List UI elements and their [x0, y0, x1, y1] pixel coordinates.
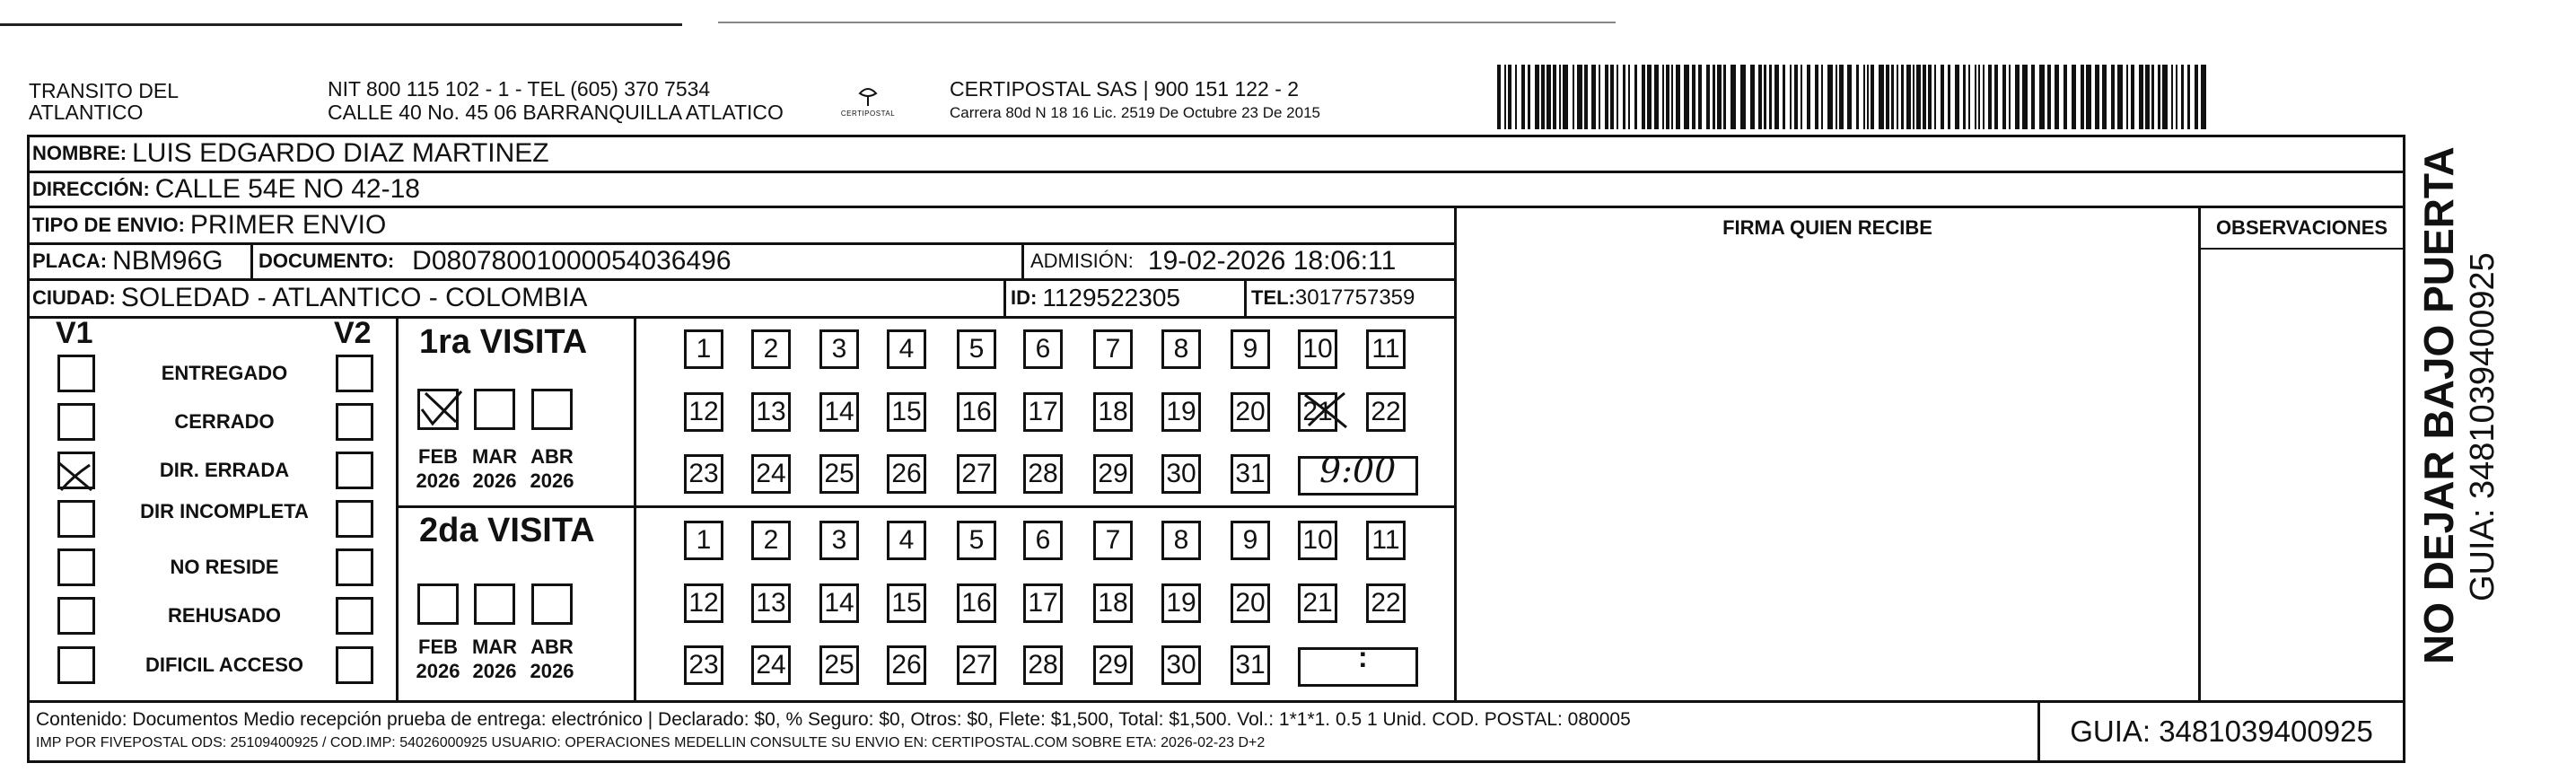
second-visit-day-box[interactable]: 18	[1093, 583, 1133, 623]
second-visit-day-box[interactable]: 14	[819, 583, 859, 623]
month-year: 2026	[472, 469, 517, 492]
v2-checkbox[interactable]	[336, 500, 373, 538]
first-visit-day-box[interactable]: 2	[751, 329, 791, 369]
documento-cell	[258, 244, 732, 278]
ciudad-value: SOLEDAD - ATLANTICO - COLOMBIA	[120, 283, 588, 312]
first-visit-day-box[interactable]: 1	[684, 329, 723, 369]
month-name: FEB	[418, 445, 458, 468]
v1-checkbox[interactable]	[57, 646, 95, 684]
observaciones-header: OBSERVACIONES	[2215, 216, 2388, 239]
status-label: NO RESIDE	[170, 556, 279, 578]
table-border	[396, 505, 1456, 508]
nombre-row	[32, 136, 549, 171]
second-visit-day-box[interactable]: 8	[1161, 521, 1201, 560]
month-year: 2026	[530, 469, 574, 492]
direccion-label: DIRECCIÓN:	[32, 177, 150, 200]
placa-label: PLACA:	[32, 250, 108, 272]
second-visit-month-checkbox[interactable]	[474, 583, 515, 625]
month-year: 2026	[416, 660, 460, 682]
first-visit-day-box[interactable]: 10	[1298, 329, 1337, 369]
month-name: MAR	[471, 636, 518, 658]
status-label: REHUSADO	[168, 604, 281, 627]
first-visit-day-box[interactable]: 9	[1231, 329, 1270, 369]
first-visit-time-handwritten: 9:00	[1319, 451, 1397, 490]
first-visit-day-box[interactable]: 27	[957, 454, 996, 494]
v1-checkbox[interactable]	[57, 403, 95, 441]
second-visit-day-box[interactable]: 20	[1231, 583, 1270, 623]
id-cell	[1011, 280, 1180, 316]
tipo-envio-row	[32, 208, 386, 242]
second-visit-day-box[interactable]: 21	[1298, 583, 1337, 623]
courier-address: Carrera 80d N 18 16 Lic. 2519 De Octubre 23 De 2015	[950, 104, 1320, 121]
second-visit-day-box[interactable]: 3	[819, 521, 859, 560]
month-name: MAR	[471, 445, 518, 468]
table-border	[27, 135, 30, 763]
month-label	[413, 635, 463, 683]
v1-checkbox[interactable]	[57, 355, 95, 392]
first-visit-month-checkbox[interactable]	[531, 389, 573, 430]
second-visit-day-box[interactable]: 4	[887, 521, 926, 560]
documento-value: D08078001000054036496	[412, 246, 732, 276]
second-visit-day-box[interactable]: 29	[1093, 645, 1133, 685]
admision-label: ADMISIÓN:	[1030, 250, 1134, 272]
ciudad-label: CIUDAD:	[32, 286, 116, 309]
first-visit-day-box[interactable]: 4	[887, 329, 926, 369]
footer-guia: GUIA: 3481039400925	[2070, 715, 2373, 748]
feb-check-mark	[416, 386, 467, 429]
no-dejar-bajo-puerta: NO DEJAR BAJO PUERTA	[2415, 146, 2462, 664]
placa-cell	[32, 244, 223, 278]
firma-header: FIRMA QUIEN RECIBE	[1722, 216, 1932, 239]
first-visit-day-box[interactable]: 6	[1023, 329, 1063, 369]
v1-label: V1	[56, 316, 93, 350]
second-visit-day-box[interactable]: 26	[887, 645, 926, 685]
second-visit-day-box[interactable]: 9	[1231, 521, 1270, 560]
ciudad-cell	[32, 280, 587, 316]
second-visit-day-box[interactable]: 27	[957, 645, 996, 685]
v1-checkbox[interactable]	[57, 500, 95, 538]
second-visit-day-box[interactable]: 25	[819, 645, 859, 685]
first-visit-day-box[interactable]: 18	[1093, 392, 1133, 432]
footer-contents: Contenido: Documentos Medio recepción prueba de entrega: electrónico | Declarado: $0, % Seguro: $0, Otros: $0, Flete: $1,500, Total: $1,500. Vol.: 1*1*1. 0.5 1 Unid. COD. POSTAL: 080005	[36, 709, 1631, 730]
month-label	[527, 635, 577, 683]
tel-cell	[1251, 280, 1415, 316]
agency-nit: NIT 800 115 102 - 1 - TEL (605) 370 7534	[328, 77, 711, 101]
first-visit-day-box[interactable]: 22	[1366, 392, 1406, 432]
month-label	[469, 444, 520, 493]
barcode	[1497, 65, 2215, 129]
second-visit-day-box[interactable]: 16	[957, 583, 996, 623]
table-border	[2198, 206, 2201, 702]
table-border	[1003, 278, 1006, 316]
month-name: FEB	[418, 636, 458, 658]
month-label	[469, 635, 520, 683]
second-visit-day-box[interactable]: 31	[1231, 645, 1270, 685]
id-label: ID:	[1011, 286, 1038, 309]
agency-name: TRANSITO DEL ATLANTICO	[29, 79, 179, 124]
table-border	[27, 316, 1456, 319]
admision-cell	[1030, 244, 1396, 278]
second-visit-month-checkbox[interactable]	[417, 583, 459, 625]
second-visit-time-placeholder: :	[1358, 641, 1368, 673]
nombre-value: LUIS EDGARDO DIAZ MARTINEZ	[132, 138, 549, 168]
first-visit-day-box[interactable]: 17	[1023, 392, 1063, 432]
first-visit-day-box[interactable]: 11	[1366, 329, 1406, 369]
v1-check-mark	[54, 456, 99, 497]
nombre-label: NOMBRE:	[32, 142, 127, 164]
courier-name: CERTIPOSTAL SAS | 900 151 122 - 2	[950, 77, 1300, 101]
scan-edge-line	[0, 23, 682, 26]
tel-label: TEL:	[1251, 286, 1295, 309]
placa-value: NBM96G	[112, 246, 223, 276]
month-year: 2026	[530, 660, 574, 682]
second-visit-day-box[interactable]: 13	[751, 583, 791, 623]
first-visit-day-box[interactable]: 3	[819, 329, 859, 369]
table-border	[1454, 206, 1457, 702]
tel-value: 3017757359	[1294, 285, 1415, 310]
v2-checkbox[interactable]	[336, 646, 373, 684]
v2-label: V2	[334, 316, 372, 350]
second-visit-day-box[interactable]: 2	[751, 521, 791, 560]
first-visit-month-checkbox[interactable]	[474, 389, 515, 430]
second-visit-day-box[interactable]: 17	[1023, 583, 1063, 623]
second-visit-day-box[interactable]: 30	[1161, 645, 1201, 685]
first-visit-title: 1ra VISITA	[419, 323, 588, 361]
first-visit-day-box[interactable]: 14	[819, 392, 859, 432]
first-visit-day-box[interactable]: 19	[1161, 392, 1201, 432]
second-visit-day-box[interactable]: 19	[1161, 583, 1201, 623]
direccion-row	[32, 172, 420, 206]
second-visit-title: 2da VISITA	[419, 512, 595, 549]
v2-checkbox[interactable]	[336, 597, 373, 635]
first-visit-day-box[interactable]: 26	[887, 454, 926, 494]
observaciones-header-line	[2198, 248, 2403, 250]
first-visit-day-box[interactable]: 21	[1298, 392, 1337, 432]
first-visit-day-box[interactable]: 13	[751, 392, 791, 432]
second-visit-day-box[interactable]: 15	[887, 583, 926, 623]
second-visit-day-box[interactable]: 24	[751, 645, 791, 685]
table-border	[634, 316, 636, 702]
table-border	[1021, 242, 1024, 280]
logo-text: CERTIPOSTAL	[840, 110, 896, 118]
second-visit-day-box[interactable]: 12	[684, 583, 723, 623]
status-label: DIFICIL ACCESO	[145, 654, 303, 676]
second-visit-month-checkbox[interactable]	[531, 583, 573, 625]
month-label	[413, 444, 463, 493]
first-visit-day-box[interactable]: 31	[1231, 454, 1270, 494]
table-border	[27, 760, 2405, 763]
second-visit-day-box[interactable]: 6	[1023, 521, 1063, 560]
month-name: ABR	[530, 636, 574, 658]
second-visit-day-box[interactable]: 1	[684, 521, 723, 560]
first-visit-day-box[interactable]: 8	[1161, 329, 1201, 369]
table-border	[2403, 135, 2405, 763]
agency-address: CALLE 40 No. 45 06 BARRANQUILLA ATLATICO	[328, 101, 784, 124]
table-border	[396, 316, 399, 702]
first-visit-day-box[interactable]: 20	[1231, 392, 1270, 432]
status-label: ENTREGADO	[161, 362, 288, 384]
month-label	[527, 444, 577, 493]
month-year: 2026	[472, 660, 517, 682]
direccion-value: CALLE 54E NO 42-18	[154, 173, 420, 204]
first-visit-day-box[interactable]: 28	[1023, 454, 1063, 494]
v2-checkbox[interactable]	[336, 403, 373, 441]
second-visit-day-box[interactable]: 11	[1366, 521, 1406, 560]
status-label: DIR INCOMPLETA	[140, 500, 309, 522]
first-visit-day-box[interactable]: 23	[684, 454, 723, 494]
id-value: 1129522305	[1042, 284, 1180, 311]
first-visit-day-box[interactable]: 16	[957, 392, 996, 432]
v2-checkbox[interactable]	[336, 355, 373, 392]
first-visit-day-box[interactable]: 15	[887, 392, 926, 432]
first-visit-day-box[interactable]: 24	[751, 454, 791, 494]
first-visit-day-box[interactable]: 30	[1161, 454, 1201, 494]
table-border	[1244, 278, 1247, 316]
second-visit-day-box[interactable]: 10	[1298, 521, 1337, 560]
first-visit-day-box[interactable]: 12	[684, 392, 723, 432]
status-label: DIR. ERRADA	[159, 459, 290, 481]
v1-checkbox[interactable]	[57, 548, 95, 586]
certipostal-logo	[833, 83, 903, 122]
tipo-envio-label: TIPO DE ENVIO:	[32, 214, 185, 236]
documento-label: DOCUMENTO:	[258, 250, 395, 272]
scan-edge-line	[718, 22, 1616, 23]
tipo-envio-value: PRIMER ENVIO	[189, 210, 387, 240]
month-year: 2026	[416, 469, 460, 492]
admision-value: 19-02-2026 18:06:11	[1147, 246, 1397, 276]
second-visit-day-box[interactable]: 7	[1093, 521, 1133, 560]
first-visit-day-box[interactable]: 29	[1093, 454, 1133, 494]
second-visit-day-box[interactable]: 22	[1366, 583, 1406, 623]
second-visit-day-box[interactable]: 5	[957, 521, 996, 560]
second-visit-day-box[interactable]: 28	[1023, 645, 1063, 685]
table-border	[250, 242, 253, 280]
month-name: ABR	[530, 445, 574, 468]
footer-print-info: IMP POR FIVEPOSTAL ODS: 25109400925 / COD.IMP: 54026000925 USUARIO: OPERACIONES MEDELLIN CONSULTE SU ENVIO EN: CERTIPOSTAL.COM SOBRE ETA: 2026-02-23 D+2	[36, 735, 1266, 750]
side-guia: GUIA: 3481039400925	[2464, 252, 2502, 601]
second-visit-day-box[interactable]: 23	[684, 645, 723, 685]
first-visit-day-box[interactable]: 5	[957, 329, 996, 369]
status-label: CERRADO	[174, 410, 275, 433]
v2-checkbox[interactable]	[336, 452, 373, 489]
v1-checkbox[interactable]	[57, 597, 95, 635]
v2-checkbox[interactable]	[336, 548, 373, 586]
day-21-strike-mark	[1300, 388, 1352, 431]
first-visit-day-box[interactable]: 25	[819, 454, 859, 494]
first-visit-day-box[interactable]: 7	[1093, 329, 1133, 369]
